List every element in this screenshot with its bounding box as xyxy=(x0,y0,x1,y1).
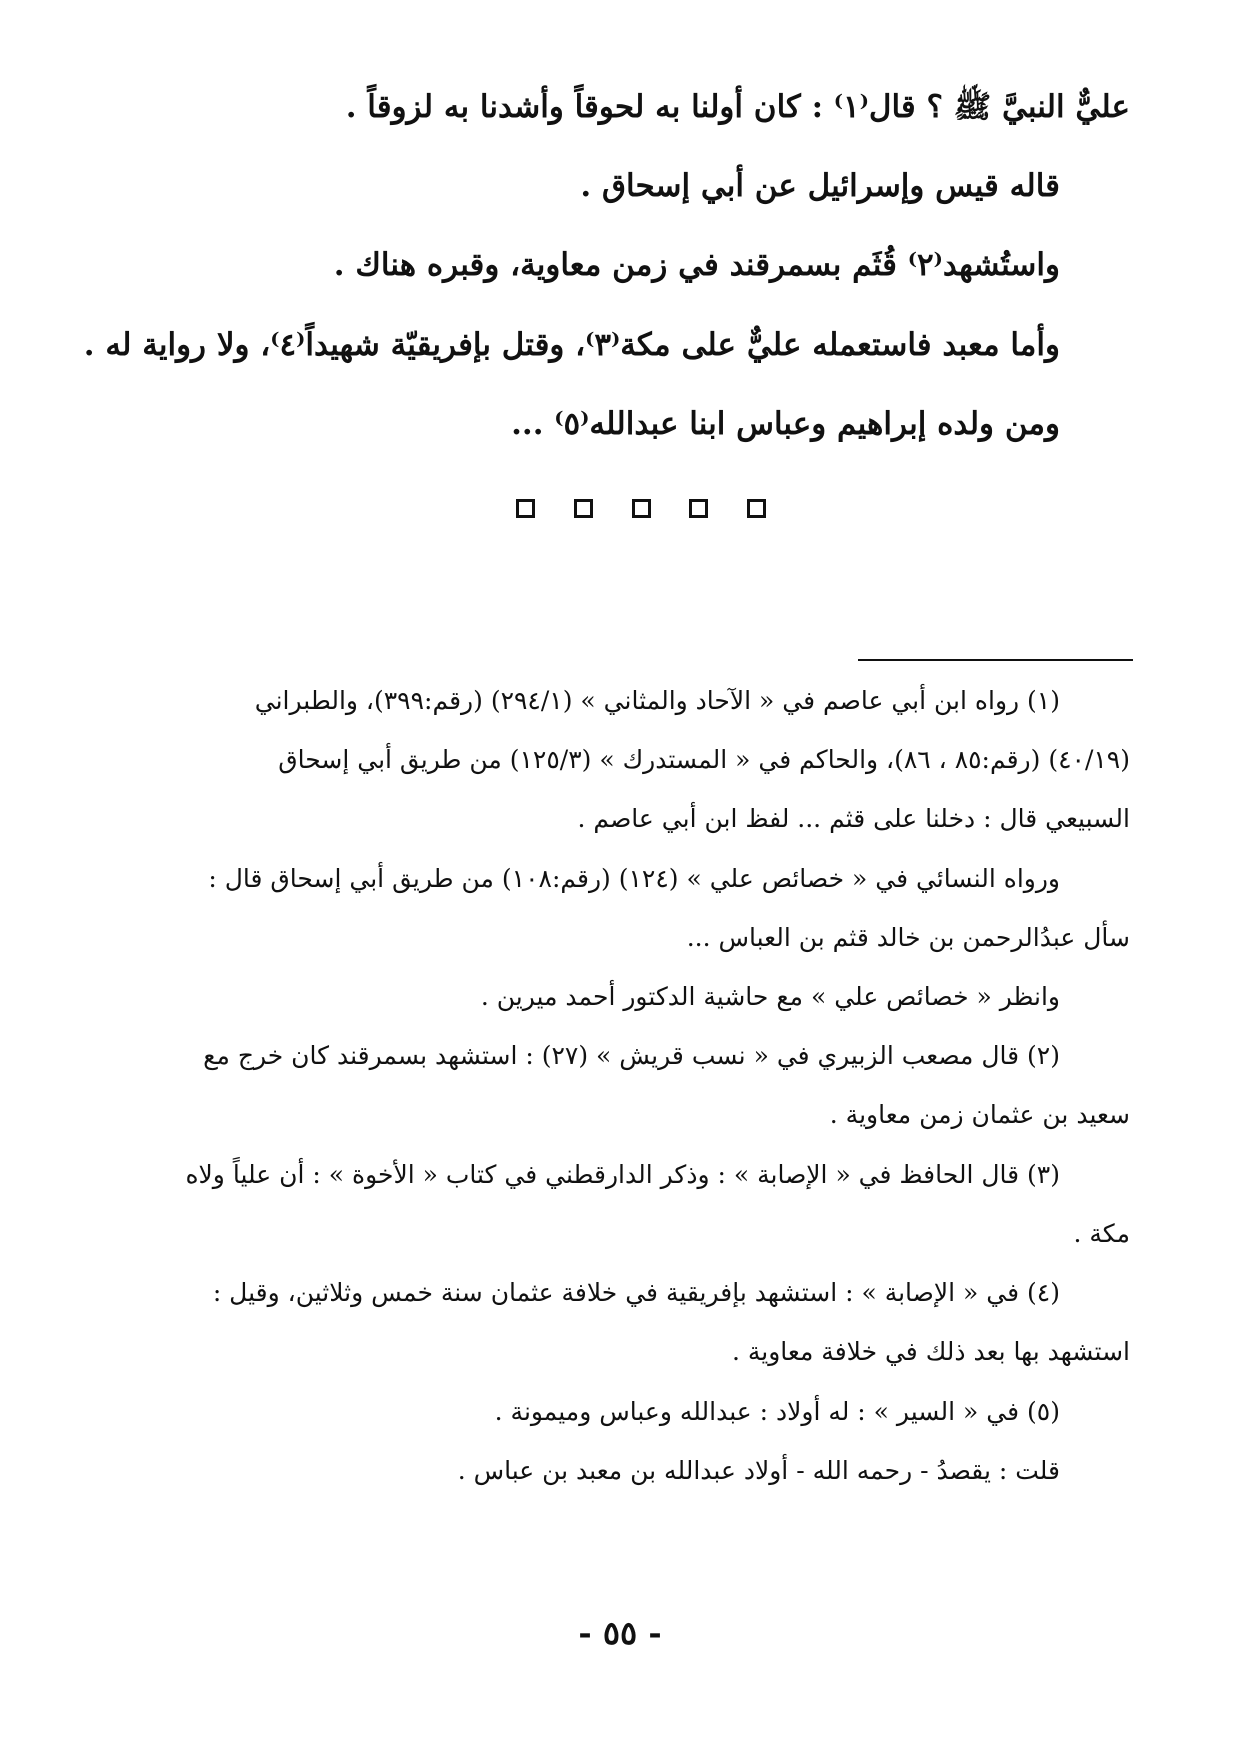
footnote-line-3: السبيعي قال : دخلنا على قثم ... لفظ ابن أبي عاصم . xyxy=(577,804,1130,833)
footnote-separator xyxy=(858,659,1133,661)
footnote-line-14: قلت : يقصدُ - رحمه الله - أولاد عبدالله بن معبد بن عباس . xyxy=(457,1456,1060,1485)
footnote-line-12: استشهد بها بعد ذلك في خلافة معاوية . xyxy=(731,1337,1130,1366)
main-text-line-2: قاله قيس وإسرائيل عن أبي إسحاق . xyxy=(580,168,1060,204)
square-ornament-icon xyxy=(574,499,593,518)
main-text-line-3: واستُشهد⁽٢⁾ قُثَم بسمرقند في زمن معاوية، وقبره هناك . xyxy=(333,247,1060,283)
footnote-line-8: سعيد بن عثمان زمن معاوية . xyxy=(829,1100,1130,1129)
square-ornament-icon xyxy=(632,499,651,518)
footnote-line-7: (٢) قال مصعب الزبيري في « نسب قريش » (٢٧) : استشهد بسمرقند كان خرج مع xyxy=(203,1041,1060,1070)
footnote-line-2: (٤٠/١٩) (رقم:٨٥ ، ٨٦)، والحاكم في « المستدرك » (١٢٥/٣) من طريق أبي إسحاق xyxy=(278,745,1130,774)
footnote-line-1: (١) رواه ابن أبي عاصم في « الآحاد والمثاني » (٢٩٤/١) (رقم:٣٩٩)، والطبراني xyxy=(254,686,1060,715)
section-divider-ornaments xyxy=(516,496,766,520)
main-text-line-5: ومن ولده إبراهيم وعباس ابنا عبدالله⁽٥⁾ ... xyxy=(511,406,1060,442)
footnote-line-13: (٥) في « السير » : له أولاد : عبدالله وعباس وميمونة . xyxy=(494,1397,1060,1426)
footnote-line-10: مكة . xyxy=(1073,1219,1130,1248)
footnote-line-5: سأل عبدُالرحمن بن خالد قثم بن العباس ... xyxy=(686,923,1130,952)
footnote-line-4: ورواه النسائي في « خصائص علي » (١٢٤) (رقم:١٠٨) من طريق أبي إسحاق قال : xyxy=(208,864,1060,893)
footnote-line-11: (٤) في « الإصابة » : استشهد بإفريقية في خلافة عثمان سنة خمس وثلاثين، وقيل : xyxy=(212,1278,1060,1307)
square-ornament-icon xyxy=(689,499,708,518)
main-text-line-4: وأما معبد فاستعمله عليٌّ على مكة⁽٣⁾، وقتل بإفريقيّة شهيداً⁽٤⁾، ولا رواية له . xyxy=(83,327,1060,363)
footnote-line-6: وانظر « خصائص علي » مع حاشية الدكتور أحمد ميرين . xyxy=(480,982,1060,1011)
main-text-line-1: عليٌّ النبيَّ ﷺ ؟ قال⁽١⁾ : كان أولنا به لحوقاً وأشدنا به لزوقاً . xyxy=(345,89,1130,125)
footnote-line-9: (٣) قال الحافظ في « الإصابة » : وذكر الدارقطني في كتاب « الأخوة » : أن علياً ولاه xyxy=(185,1160,1060,1189)
page-number: - ٥٥ - xyxy=(578,1614,662,1652)
square-ornament-icon xyxy=(747,499,766,518)
square-ornament-icon xyxy=(516,499,535,518)
